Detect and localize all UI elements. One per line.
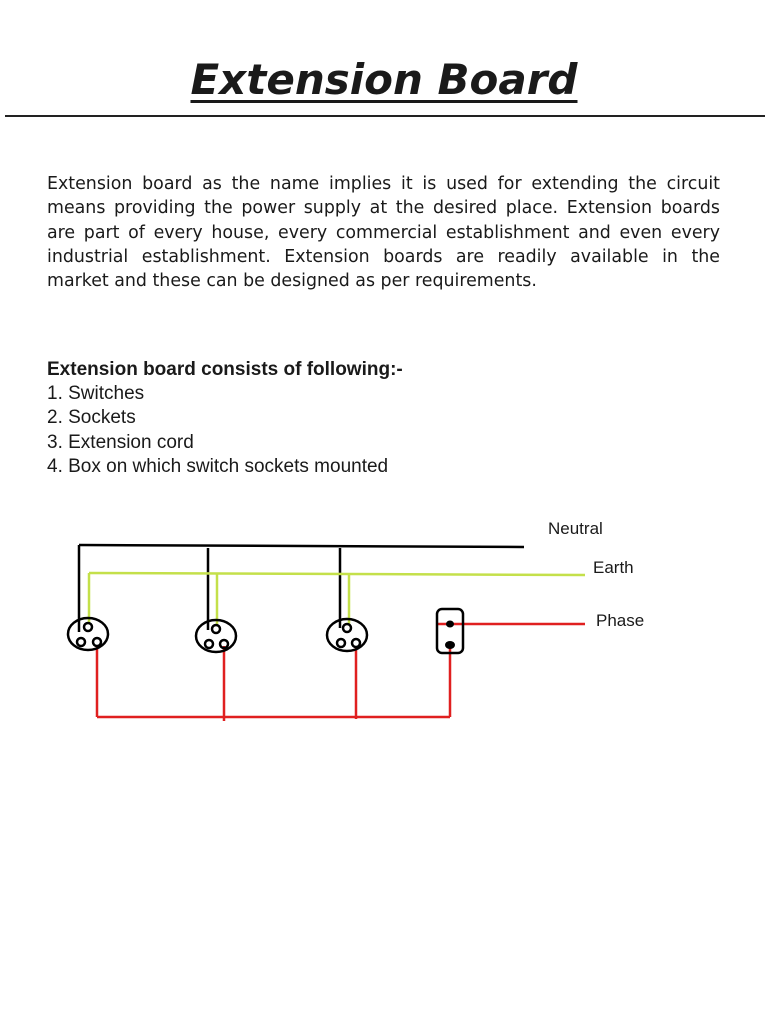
phase-label: Phase [596, 611, 645, 630]
list-item: 1. Switches [47, 383, 145, 404]
list-item: 3. Extension cord [47, 431, 194, 453]
document-title: Extension Board [190, 55, 578, 104]
components-list [47, 382, 388, 479]
three-pin-socket-icon [68, 618, 108, 650]
list-item: 2. Sockets [47, 407, 136, 429]
three-pin-socket-icon [327, 619, 367, 651]
switch-icon [437, 609, 463, 653]
title-divider [5, 115, 765, 117]
list-item: 4. Box on which switch sockets mounted [47, 455, 389, 477]
neutral-label: Neutral [548, 519, 603, 538]
wiring-diagram [0, 500, 768, 740]
earth-label: Earth [593, 558, 634, 577]
intro-paragraph: Extension board as the name implies it is used for extending the circuit means providing the power supply at the desired place. Extension boards are part of every house, every commercial establishment and even every industrial establishment. Extension boards are readily available in the market and these can be designed as per requirements. [47, 174, 720, 292]
three-pin-socket-icon [196, 620, 236, 652]
earth-wires [89, 573, 585, 624]
components-heading: Extension board consists of following:- [47, 359, 403, 380]
neutral-wires [79, 545, 524, 632]
